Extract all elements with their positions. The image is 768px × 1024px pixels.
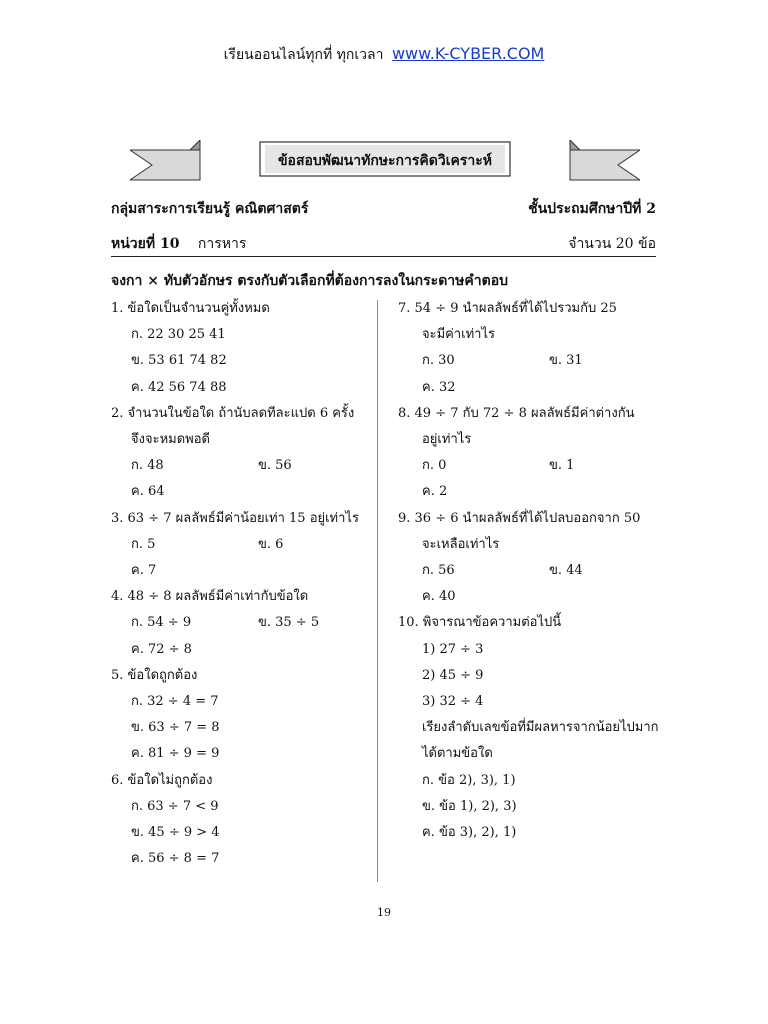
question-text bbox=[111, 667, 197, 685]
answer-line bbox=[131, 614, 191, 632]
answer-line bbox=[131, 824, 220, 842]
answer-line bbox=[422, 588, 456, 606]
choice-label: ข. 31 bbox=[549, 353, 583, 369]
answer-line bbox=[422, 326, 495, 344]
question-label: 10. พิจารณาข้อความต่อไปนี้ bbox=[398, 615, 562, 631]
question-label: 3. 63 ÷ 7 ผลลัพธ์มีค่าน้อยเท่า 15 อยู่เท่าไร bbox=[111, 510, 359, 526]
choice-label: ค. 56 ÷ 8 = 7 bbox=[131, 851, 220, 867]
choice-label: ก. 0 bbox=[422, 458, 447, 474]
choice-label: ค. 42 56 74 88 bbox=[131, 379, 227, 395]
choice-label: จึงจะหมดพอดี bbox=[131, 432, 210, 447]
question-label: 1. ข้อใดเป็นจำนวนคู่ทั้งหมด bbox=[111, 301, 270, 316]
unit-label bbox=[111, 233, 246, 255]
answer-line bbox=[422, 798, 517, 816]
question-text bbox=[111, 588, 308, 606]
choice-label: 2) 45 ÷ 9 bbox=[422, 667, 484, 683]
page-header bbox=[0, 44, 768, 66]
choice-label: ข. 1 bbox=[549, 458, 575, 474]
question-label: 7. 54 ÷ 9 นำผลลัพธ์ที่ได้ไปรวมกับ 25 bbox=[398, 301, 617, 316]
answer-line bbox=[131, 850, 219, 868]
choice-label: ข. ข้อ 1), 2), 3) bbox=[422, 798, 517, 814]
answer-line bbox=[422, 431, 471, 449]
choice-label: ค. ข้อ 3), 2), 1) bbox=[422, 825, 517, 840]
choice-label: 3) 32 ÷ 4 bbox=[422, 694, 484, 709]
answer-line bbox=[422, 379, 456, 397]
choice-label: ก. 56 bbox=[422, 563, 455, 578]
question-text bbox=[398, 300, 617, 318]
choice-label: ข. 56 bbox=[258, 458, 292, 474]
choice-label: ก. 22 30 25 41 bbox=[131, 327, 226, 343]
answer-line bbox=[422, 483, 447, 501]
answer-line bbox=[131, 536, 155, 554]
answer-line bbox=[131, 457, 164, 475]
question-text bbox=[398, 614, 561, 632]
choice-label: ข. 53 61 74 82 bbox=[131, 353, 227, 369]
answer-line bbox=[422, 824, 516, 842]
answer-line bbox=[131, 483, 165, 501]
question-label: 9. 36 ÷ 6 นำผลลัพธ์ที่ได้ไปลบออกจาก 50 bbox=[398, 510, 641, 526]
question-text bbox=[111, 300, 270, 318]
answer-line bbox=[422, 536, 499, 554]
choice-label: ค. 72 ÷ 8 bbox=[131, 641, 192, 657]
answer-line bbox=[131, 798, 219, 816]
header-tagline: เรียนออนไลน์ทุกที่ ทุกเวลา bbox=[223, 47, 384, 63]
answer-line bbox=[131, 562, 156, 580]
unit-number: หน่วยที่ 10 bbox=[111, 236, 180, 252]
question-label: 2. จำนวนในข้อใด ถ้านับลดทีละแปด 6 ครั้ง bbox=[111, 405, 355, 421]
choice-label: ก. 30 bbox=[422, 353, 455, 369]
website-link[interactable]: www.K-CYBER.COM bbox=[391, 44, 545, 63]
question-label: 6. ข้อใดไม่ถูกต้อง bbox=[111, 772, 213, 788]
question-label: 5. ข้อใดถูกต้อง bbox=[111, 667, 198, 683]
choice-label: จะมีค่าเท่าไร bbox=[422, 327, 495, 343]
question-label: 4. 48 ÷ 8 ผลลัพธ์มีค่าเท่ากับข้อใด bbox=[111, 589, 309, 605]
choice-label: ก. 5 bbox=[131, 536, 156, 552]
banner-title: ข้อสอบพัฒนาทักษะการคิดวิเคราะห์ bbox=[277, 153, 493, 169]
question-text bbox=[398, 510, 640, 528]
answer-line bbox=[131, 379, 227, 397]
choice-label: ก. 63 ÷ 7 < 9 bbox=[131, 798, 219, 814]
choice-label: อยู่เท่าไร bbox=[422, 432, 472, 447]
choice-label: ได้ตามข้อใด bbox=[422, 746, 493, 762]
choice-label: ก. 48 bbox=[131, 458, 164, 474]
choice-label: ข. 35 ÷ 5 bbox=[258, 615, 320, 631]
choice-label: จะเหลือเท่าไร bbox=[422, 536, 500, 552]
answer-line bbox=[422, 562, 455, 580]
answer-line bbox=[131, 352, 227, 370]
question-count: จำนวน 20 ข้อ bbox=[568, 236, 656, 252]
choice-label: ก. ข้อ 2), 3), 1) bbox=[422, 772, 516, 788]
choice-label: ค. 81 ÷ 9 = 9 bbox=[131, 746, 220, 762]
choice-label: ค. 64 bbox=[131, 484, 165, 500]
answer-line bbox=[422, 745, 493, 763]
choice-label: ข. 63 ÷ 7 = 8 bbox=[131, 720, 220, 736]
answer-line bbox=[131, 431, 210, 449]
choice-label: ค. 40 bbox=[422, 589, 456, 605]
answer-line bbox=[131, 693, 219, 711]
choice-label: ค. 2 bbox=[422, 484, 448, 500]
choice-label: ข. 44 bbox=[549, 563, 583, 578]
choice-label: 1) 27 ÷ 3 bbox=[422, 641, 484, 657]
choice-label: เรียงลำดับเลขข้อที่มีผลหารจากน้อยไปมาก bbox=[422, 720, 659, 736]
question-text bbox=[111, 405, 354, 423]
question-text bbox=[398, 405, 634, 423]
answer-line bbox=[422, 352, 455, 370]
answer-line bbox=[422, 693, 483, 711]
answer-line bbox=[422, 719, 659, 737]
answer-line bbox=[422, 667, 483, 685]
answer-line bbox=[131, 745, 219, 763]
choice-label: ก. 54 ÷ 9 bbox=[131, 615, 192, 631]
question-text bbox=[111, 510, 359, 528]
question-label: 8. 49 ÷ 7 กับ 72 ÷ 8 ผลลัพธ์มีค่าต่างกัน bbox=[398, 405, 635, 421]
page-number: 19 bbox=[377, 906, 391, 919]
grade-label: ชั้นประถมศึกษาปีที่ 2 bbox=[528, 201, 656, 217]
subject-label: กลุ่มสาระการเรียนรู้ คณิตศาสตร์ bbox=[111, 201, 309, 217]
choice-label: ค. 7 bbox=[131, 563, 157, 578]
unit-name: การหาร bbox=[197, 236, 247, 252]
answer-line bbox=[131, 641, 192, 659]
choice-label: ก. 32 ÷ 4 = 7 bbox=[131, 694, 219, 709]
column-divider bbox=[377, 300, 378, 882]
answer-line bbox=[131, 719, 220, 737]
answer-line bbox=[131, 326, 226, 344]
instruction: จงกา × ทับตัวอักษร ตรงกับตัวเลือกที่ต้องการลงในกระดาษคำตอบ bbox=[111, 273, 508, 289]
answer-line bbox=[422, 641, 483, 659]
choice-label: ข. 6 bbox=[258, 536, 284, 552]
header-divider bbox=[111, 256, 656, 257]
answer-line bbox=[422, 457, 446, 475]
answer-line bbox=[422, 772, 516, 790]
question-text bbox=[111, 772, 212, 790]
choice-label: ข. 45 ÷ 9 > 4 bbox=[131, 825, 220, 840]
choice-label: ค. 32 bbox=[422, 379, 456, 395]
